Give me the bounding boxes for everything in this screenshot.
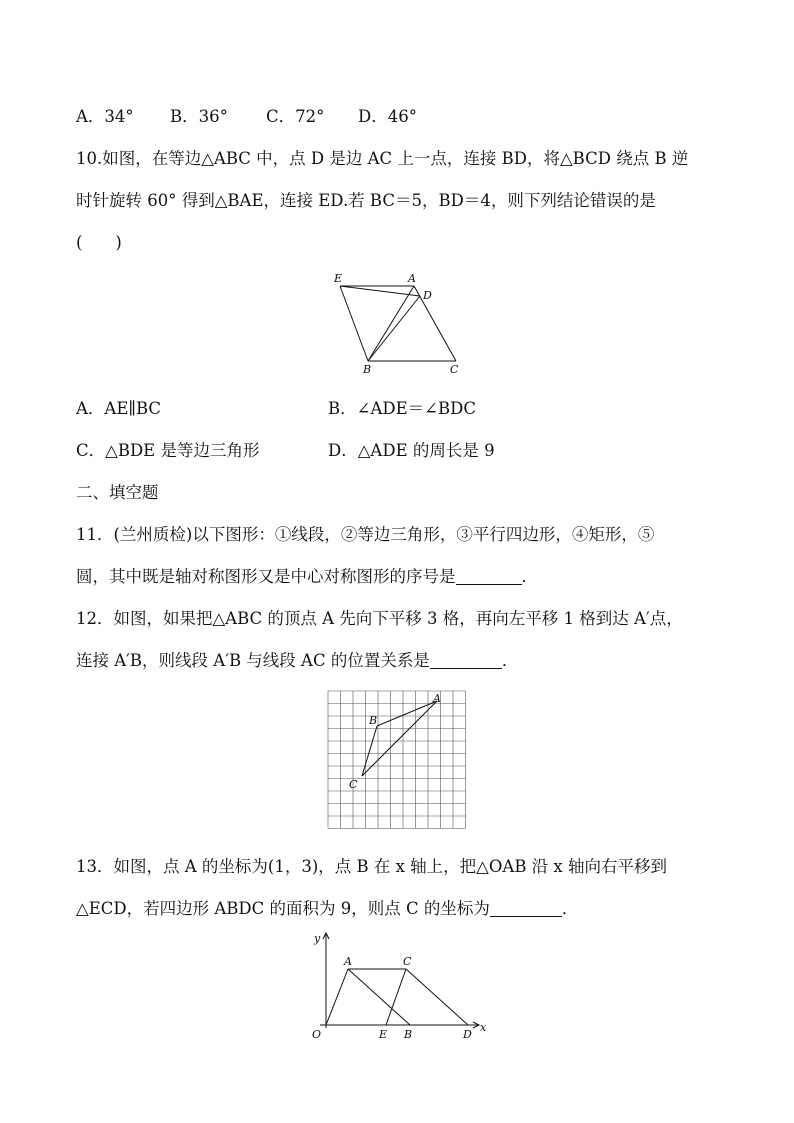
q13-period: ． bbox=[561, 899, 579, 918]
q13-edge-ec bbox=[386, 969, 406, 1025]
q13-answer-blank[interactable] bbox=[490, 900, 562, 917]
q9-option-c: C．72° bbox=[266, 107, 325, 126]
q13-edge-ab bbox=[348, 969, 410, 1025]
q10-option-c: C．△BDE 是等边三角形 bbox=[76, 441, 260, 460]
q10-label-e: E bbox=[334, 272, 343, 285]
q10-edge-ed bbox=[340, 286, 420, 296]
q13-label-c: C bbox=[403, 955, 412, 968]
q13-label-e: E bbox=[379, 1028, 388, 1041]
q11-answer-blank[interactable] bbox=[456, 568, 522, 585]
section-title-fill-blank: 二、填空题 bbox=[76, 483, 159, 502]
q13-stem-line2 bbox=[76, 898, 578, 920]
q10-answer-paren: ( ) bbox=[76, 233, 122, 252]
q11-stem-text: 圆，其中既是轴对称图形又是中心对称图形的序号是 bbox=[76, 567, 456, 586]
q13-label-x: x bbox=[480, 1021, 487, 1034]
q13-label-b: B bbox=[404, 1028, 413, 1041]
q13-coordinate-figure bbox=[306, 928, 496, 1044]
q10-label-a: A bbox=[408, 272, 416, 285]
q12-period: ． bbox=[501, 651, 519, 670]
q10-label-d: D bbox=[423, 289, 432, 302]
q12-stem-line1: 12．如图，如果把△ABC 的顶点 A 先向下平移 3 格，再向左平移 1 格到达 A′点， bbox=[76, 609, 683, 628]
q10-figure bbox=[330, 270, 470, 380]
q10-label-b: B bbox=[363, 363, 372, 376]
q10-edge-eb bbox=[340, 286, 368, 361]
q10-edge-bd bbox=[368, 296, 420, 361]
q12-answer-blank[interactable] bbox=[430, 652, 502, 669]
q13-stem-text: △ECD，若四边形 ABDC 的面积为 9，则点 C 的坐标为 bbox=[76, 899, 490, 918]
q10-option-b: B．∠ADE＝∠BDC bbox=[328, 399, 476, 418]
q12-grid bbox=[328, 691, 466, 829]
q12-label-a: A bbox=[433, 692, 441, 705]
q13-edge-cd bbox=[406, 969, 468, 1025]
q10-option-d: D．△ADE 的周长是 9 bbox=[328, 441, 495, 460]
q10-stem-line1: 10.如图，在等边△ABC 中，点 D 是边 AC 上一点，连接 BD，将△BCD 绕点 B 逆 bbox=[76, 149, 689, 168]
q12-stem-line2 bbox=[76, 650, 518, 672]
q10-edge-ab bbox=[368, 286, 414, 361]
q9-option-b: B．36° bbox=[170, 107, 228, 126]
q10-edge-ac bbox=[414, 286, 456, 361]
q10-option-a: A．AE∥BC bbox=[76, 399, 162, 418]
q9-option-d: D．46° bbox=[358, 107, 417, 126]
q13-label-y: y bbox=[314, 932, 321, 945]
q9-option-a: A．34° bbox=[76, 107, 134, 126]
q11-stem-line1: 11．(兰州质检)以下图形：①线段，②等边三角形，③平行四边形，④矩形，⑤ bbox=[76, 525, 655, 544]
q11-stem-line2 bbox=[76, 566, 538, 588]
q13-label-a: A bbox=[344, 955, 352, 968]
q13-stem-line1: 13．如图，点 A 的坐标为(1，3)，点 B 在 x 轴上，把△OAB 沿 x 轴向右平移到 bbox=[76, 857, 667, 876]
q10-label-c: C bbox=[450, 363, 459, 376]
q13-label-o: O bbox=[312, 1028, 322, 1041]
q13-label-d: D bbox=[463, 1028, 472, 1041]
q12-stem-text: 连接 A′B，则线段 A′B 与线段 AC 的位置关系是 bbox=[76, 651, 430, 670]
q10-stem-line2: 时针旋转 60° 得到△BAE，连接 ED.若 BC＝5，BD＝4，则下列结论错误的是 bbox=[76, 191, 656, 210]
q13-edge-oa bbox=[326, 969, 348, 1025]
q12-grid-figure bbox=[327, 690, 469, 830]
q12-label-c: C bbox=[349, 778, 358, 791]
q11-period: ． bbox=[521, 567, 538, 586]
q12-label-b: B bbox=[369, 714, 378, 727]
